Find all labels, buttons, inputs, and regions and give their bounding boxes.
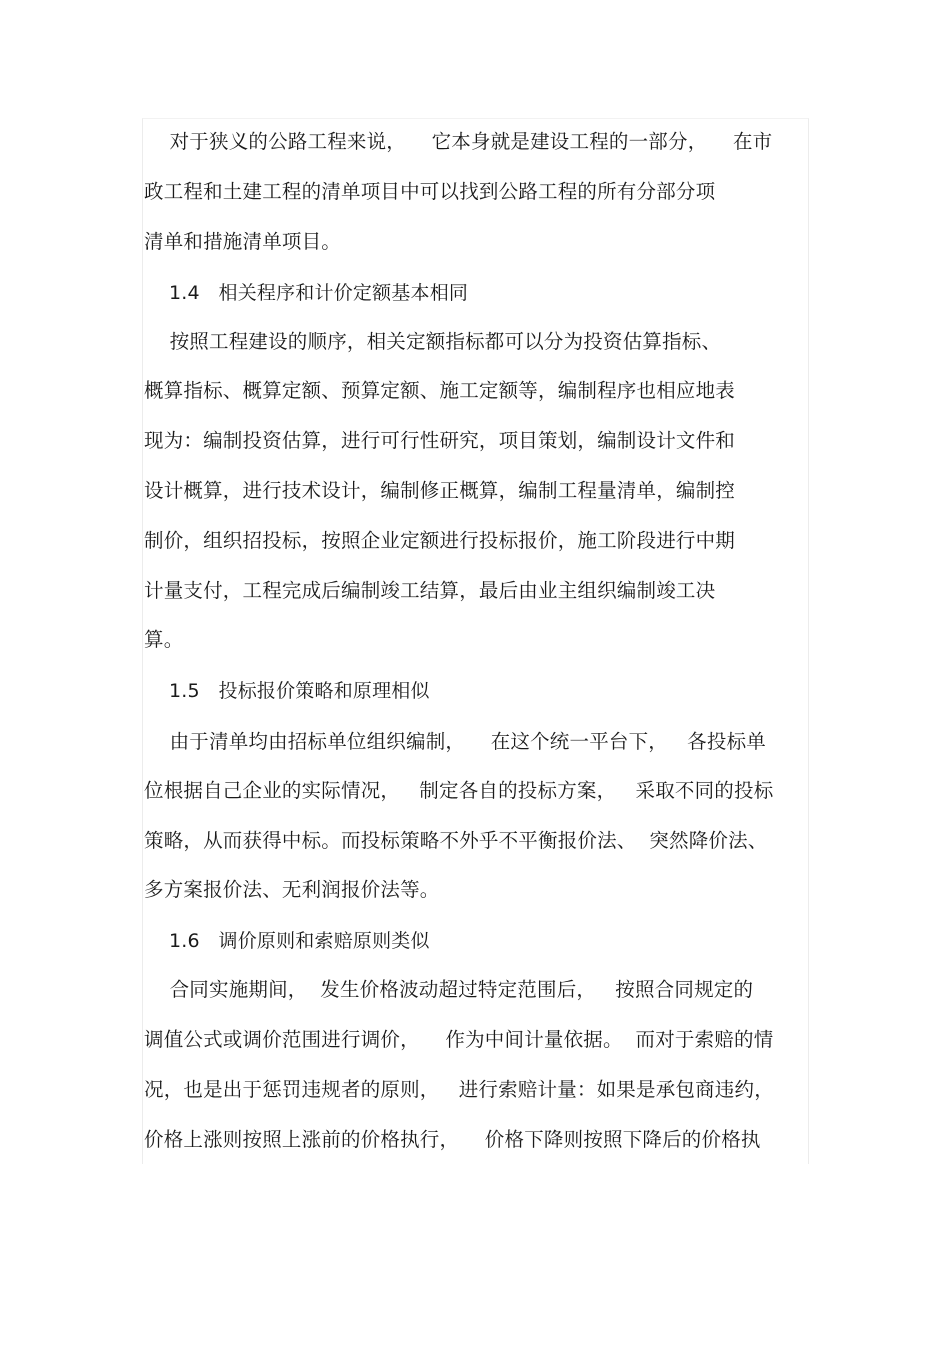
paragraph-line: 算。 [144,628,184,651]
section-heading-1-5: 1.5 投标报价策略和原理相似 [144,680,430,702]
paragraph-line: 价格上涨则按照上涨前的价格执行， 价格下降则按照下降后的价格执 [144,1128,761,1151]
section-heading-1-4: 1.4 相关程序和计价定额基本相同 [144,282,469,304]
paragraph-line: 多方案报价法、无利润报价法等。 [144,878,440,901]
paragraph-line: 现为：编制投资估算，进行可行性研究，项目策划，编制设计文件和 [144,429,736,452]
section-heading-1-6: 1.6 调价原则和索赔原则类似 [144,930,430,952]
paragraph-line: 清单和措施清单项目。 [144,230,342,253]
paragraph-line: 调值公式或调价范围进行调价， 作为中间计量依据。 而对于索赔的情 [144,1028,774,1051]
paragraph-line: 政工程和土建工程的清单项目中可以找到公路工程的所有分部分项 [144,180,716,203]
paragraph-line: 计量支付，工程完成后编制竣工结算，最后由业主组织编制竣工决 [144,579,716,602]
paragraph-line: 概算指标、概算定额、预算定额、施工定额等，编制程序也相应地表 [144,379,736,402]
paragraph-line: 由于清单均由招标单位组织编制， 在这个统一平台下， 各投标单 [144,730,766,753]
paragraph-line: 对于狭义的公路工程来说， 它本身就是建设工程的一部分， 在市 [144,130,773,153]
paragraph-line: 位根据自己企业的实际情况， 制定各自的投标方案， 采取不同的投标 [144,779,774,802]
paragraph-line: 策略，从而获得中标。而投标策略不外乎不平衡报价法、 突然降价法、 [144,829,768,852]
paragraph-line: 况，也是出于惩罚违规者的原则， 进行索赔计量：如果是承包商违约， [144,1078,774,1101]
paragraph-line: 制价，组织招投标，按照企业定额进行投标报价，施工阶段进行中期 [144,529,736,552]
paragraph-line: 合同实施期间， 发生价格波动超过特定范围后， 按照合同规定的 [144,978,754,1001]
paragraph-line: 按照工程建设的顺序，相关定额指标都可以分为投资估算指标、 [144,330,722,353]
paragraph-line: 设计概算，进行技术设计，编制修正概算，编制工程量清单，编制控 [144,479,736,502]
page-frame [142,118,809,1164]
